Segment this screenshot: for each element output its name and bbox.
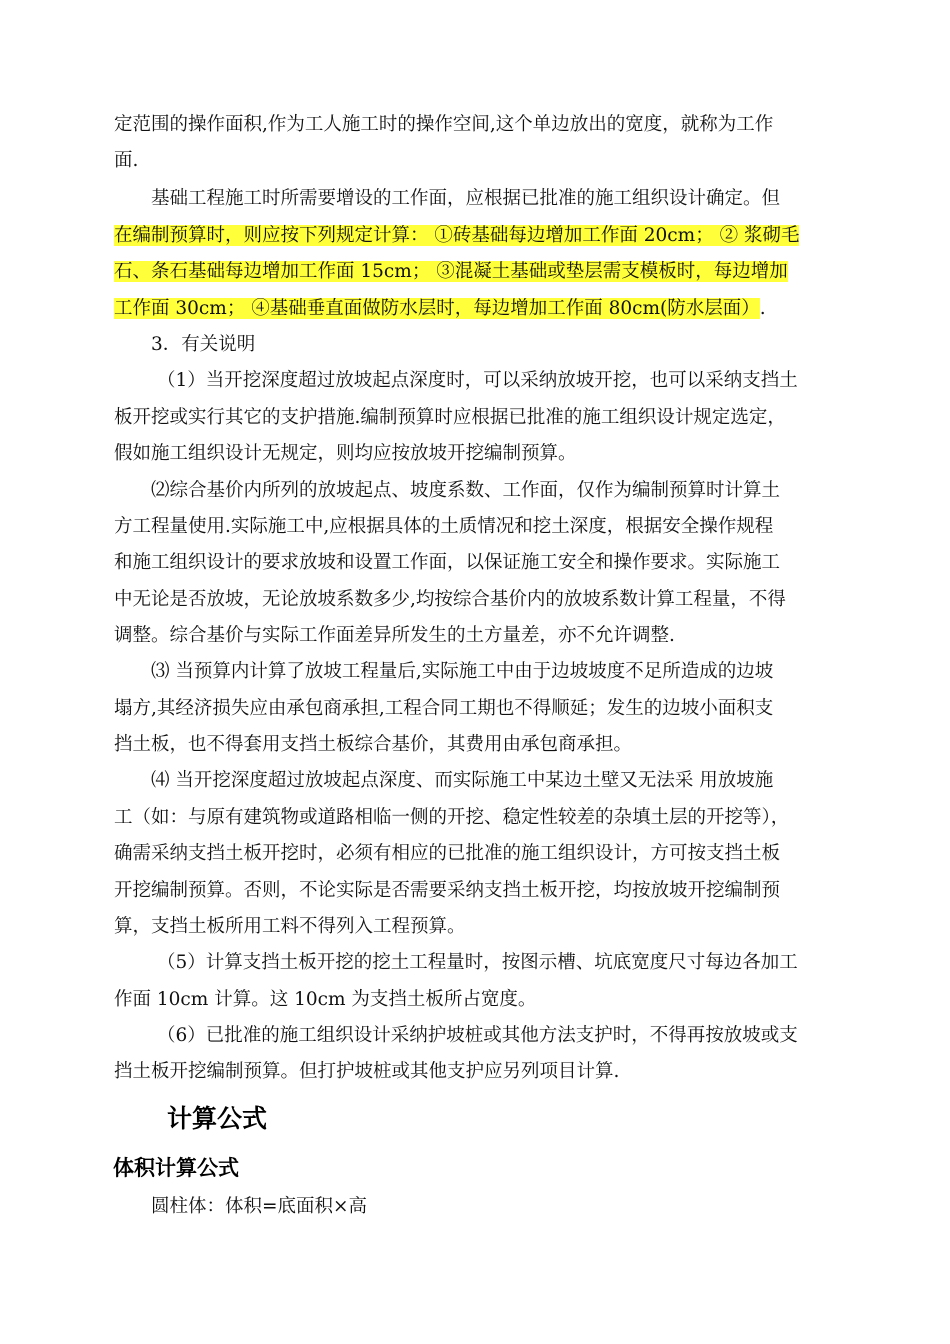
text-line: 确需采纳支挡土板开挖时，必须有相应的已批准的施工组织设计，方可按支挡土板 [114,843,781,864]
heading-formulas: 计算公式 [167,1104,268,1133]
text-line: 开挖编制预算。否则，不论实际是否需要采纳支挡土板开挖，均按放坡开挖编制预 [114,880,781,901]
text-line: （6）已批准的施工组织设计采纳护坡桩或其他方法支护时，不得再按放坡或支 [157,1025,798,1046]
text-line: 调整。综合基价与实际工作面差异所发生的土方量差，亦不允许调整. [114,625,675,646]
text-line: 假如施工组织设计无规定，则均应按放坡开挖编制预算。 [114,443,577,464]
text-line: 中无论是否放坡，无论放坡系数多少,均按综合基价内的放坡系数计算工程量，不得 [114,589,786,610]
highlight-text: 在编制预算时，则应按下列规定计算： ①砖基础每边增加工作面 20cm； ② 浆砌毛 [114,225,800,246]
text-line: 和施工组织设计的要求放坡和设置工作面，以保证施工安全和操作要求。实际施工 [114,552,781,573]
text-line: ⑶ 当预算内计算了放坡工程量后,实际施工中由于边坡坡度不足所造成的边坡 [151,661,774,682]
text-line: 方工程量使用.实际施工中,应根据具体的土质情况和挖土深度，根据安全操作规程 [114,516,774,537]
text-line: 作面 10cm 计算。这 10cm 为支挡土板所占宽度。 [114,989,537,1010]
highlight-text: 石、条石基础每边增加工作面 15cm； ③混凝土基础或垫层需支模板时，每边增加 [114,261,788,282]
period-text: . [759,298,766,319]
text-line: 定范围的操作面积,作为工人施工时的操作空间,这个单边放出的宽度，就称为工作 [114,114,774,135]
text-line: （1）当开挖深度超过放坡起点深度时，可以采纳放坡开挖，也可以采纳支挡土 [157,370,798,391]
highlighted-line [114,296,766,322]
text-line: 挡土板，也不得套用支挡土板综合基价，其费用由承包商承担。 [114,734,633,755]
text-line: ⑷ 当开挖深度超过放坡起点深度、而实际施工中某边土壁又无法采 用放坡施 [151,770,774,791]
text-line: 塌方,其经济损失应由承包商承担,工程合同工期也不得顺延；发生的边坡小面积支 [114,698,774,719]
text-line: ⑵综合基价内所列的放坡起点、坡度系数、工作面，仅作为编制预算时计算土 [151,480,781,501]
text-line: 算，支挡土板所用工料不得列入工程预算。 [114,916,466,937]
highlighted-line [114,223,799,249]
highlighted-line [114,259,788,285]
heading-volume-formulas: 体积计算公式 [113,1156,239,1180]
highlight-text: 工作面 30cm； ④基础垂直面做防水层时，每边增加工作面 80cm(防水层面） [114,298,760,319]
text-line: 基础工程施工时所需要增设的工作面，应根据已批准的施工组织设计确定。但 [151,188,781,209]
text-line: 挡土板开挖编制预算。但打护坡桩或其他支护应另列项目计算. [114,1061,620,1082]
text-line: 面. [114,150,139,171]
text-line: （5）计算支挡土板开挖的挖土工程量时，按图示槽、坑底宽度尺寸每边各加工 [157,952,798,973]
text-line: 工（如：与原有建筑物或道路相临一侧的开挖、稳定性较差的杂填土层的开挖等）， [114,807,790,828]
section-heading: 3．有关说明 [151,334,256,355]
formula-line: 圆柱体：体积=底面积×高 [151,1196,368,1217]
text-line: 板开挖或实行其它的支护措施.编制预算时应根据已批准的施工组织设计规定选定， [114,407,786,428]
